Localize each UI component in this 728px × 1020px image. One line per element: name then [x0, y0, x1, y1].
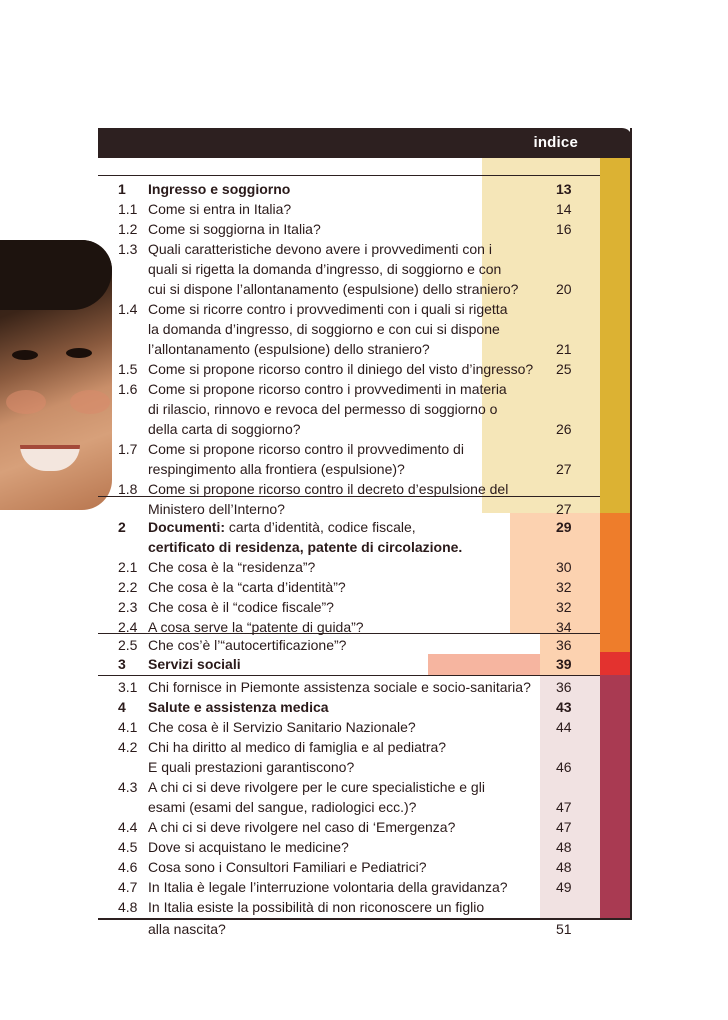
toc-entry[interactable] — [0, 419, 728, 439]
toc-entry-page-number: 26 — [556, 421, 572, 437]
toc-entry-page-number: 44 — [556, 719, 572, 735]
toc-entry-number: 1.4 — [118, 301, 138, 317]
toc-entry-title — [148, 517, 416, 537]
toc-entry-title-main: Chi fornisce in Piemonte assistenza sociale e socio-sanitaria? — [148, 679, 531, 695]
toc-entry-title-main: la domanda d’ingresso, di soggiorno e con cui si dispone — [148, 321, 500, 337]
toc-entry-title-main: quali si rigetta la domanda d’ingresso, di soggiorno e con — [148, 261, 502, 277]
toc-entry-title-main: Dove si acquistano le medicine? — [148, 839, 349, 855]
toc-entry-title — [148, 597, 334, 617]
toc-entry[interactable] — [0, 239, 728, 259]
toc-entry[interactable] — [0, 897, 728, 917]
toc-entry-title — [148, 577, 346, 597]
toc-entry-page-number: 21 — [556, 341, 572, 357]
toc-entry-title-main: Chi ha diritto al medico di famiglia e al pediatra? — [148, 739, 447, 755]
toc-entry[interactable] — [0, 877, 728, 897]
toc-entry-title — [148, 339, 430, 359]
toc-entry-page-number: 48 — [556, 839, 572, 855]
toc-entry-title-main: A cosa serve la “patente di guida”? — [148, 619, 364, 635]
toc-entry[interactable] — [0, 379, 728, 399]
toc-entry-title-subtitle: carta d’identità, codice fiscale, — [225, 519, 416, 535]
toc-section-heading[interactable] — [0, 537, 728, 557]
toc-entry-number: 2.3 — [118, 599, 138, 615]
toc-entry-title — [148, 259, 501, 279]
toc-entry-page-number: 34 — [556, 619, 572, 635]
toc-entry-page-number: 51 — [556, 921, 572, 937]
toc-entry[interactable] — [0, 219, 728, 239]
toc-section-heading[interactable] — [0, 654, 728, 674]
toc-entry-title — [148, 557, 315, 577]
index-title: indice — [533, 134, 578, 151]
toc-entry-title — [148, 897, 484, 917]
toc-entry-title — [148, 419, 301, 439]
toc-entry-title-main: Che cos’è l’“autocertificazione”? — [148, 637, 347, 653]
toc-entry-number: 1.1 — [118, 201, 138, 217]
toc-entry-number: 4.5 — [118, 839, 138, 855]
toc-entry-title — [148, 737, 446, 757]
toc-entry-page-number: 25 — [556, 361, 572, 377]
toc-entry-title — [148, 537, 462, 557]
toc-entry[interactable] — [0, 717, 728, 737]
toc-entry[interactable] — [0, 817, 728, 837]
toc-entry[interactable] — [0, 479, 728, 499]
toc-entry-number: 4 — [118, 699, 126, 715]
toc-entry[interactable] — [0, 617, 728, 637]
toc-entry-title-main: Documenti: — [148, 519, 225, 535]
toc-entry-title-main: Come si propone ricorso contro il diniego del visto d’ingresso? — [148, 361, 534, 377]
toc-entry-page-number: 29 — [556, 519, 572, 535]
toc-entry[interactable] — [0, 359, 728, 379]
toc-entry-title — [148, 179, 290, 199]
toc-entry-number: 4.2 — [118, 739, 138, 755]
toc-entry-title — [148, 857, 427, 877]
toc-entry[interactable] — [0, 399, 728, 419]
toc-entry[interactable] — [0, 459, 728, 479]
toc-entry[interactable] — [0, 919, 728, 939]
toc-entry[interactable] — [0, 299, 728, 319]
toc-entry-number: 1.2 — [118, 221, 138, 237]
toc-entry-title-main: In Italia è legale l’interruzione volontaria della gravidanza? — [148, 879, 508, 895]
toc-entry-page-number: 49 — [556, 879, 572, 895]
toc-entry-page-number: 48 — [556, 859, 572, 875]
toc-entry-title-main: l’allontanamento (espulsione) dello straniero? — [148, 341, 430, 357]
toc-entry-title-main: Come si propone ricorso contro il provvedimento di — [148, 441, 464, 457]
toc-entry-page-number: 36 — [556, 679, 572, 695]
toc-entry-title — [148, 299, 507, 319]
toc-entry-number: 2.1 — [118, 559, 138, 575]
toc-entry-title — [148, 359, 533, 379]
toc-entry-page-number: 16 — [556, 221, 572, 237]
toc-section-heading[interactable] — [0, 697, 728, 717]
toc-entry-page-number: 32 — [556, 579, 572, 595]
toc-entry-title — [148, 797, 416, 817]
toc-entry-title — [148, 837, 349, 857]
toc-entry-title-main: Quali caratteristiche devono avere i provvedimenti con i — [148, 241, 492, 257]
toc-entry-title — [148, 459, 405, 479]
toc-entry[interactable] — [0, 737, 728, 757]
toc-entry-title-main: alla nascita? — [148, 921, 226, 937]
toc-entry-page-number: 39 — [556, 656, 572, 672]
section-divider — [98, 175, 600, 176]
toc-entry-title — [148, 654, 241, 674]
toc-entry-title — [148, 677, 531, 697]
toc-entry-number: 1 — [118, 181, 126, 197]
toc-section-heading[interactable] — [0, 179, 728, 199]
toc-entry-number: 4.4 — [118, 819, 138, 835]
toc-entry-number: 4.7 — [118, 879, 138, 895]
toc-entry-number: 4.6 — [118, 859, 138, 875]
toc-entry-title — [148, 479, 508, 499]
toc-entry-page-number: 30 — [556, 559, 572, 575]
toc-entry-title — [148, 379, 507, 399]
toc-entry-title-main: Cosa sono i Consultori Familiari e Pediatrici? — [148, 859, 427, 875]
toc-entry-title-main: Ministero dell’Interno? — [148, 501, 285, 517]
toc-entry-title-main: di rilascio, rinnovo e revoca del permesso di soggiorno o — [148, 401, 498, 417]
toc-entry-number: 1.6 — [118, 381, 138, 397]
toc-entry-page-number: 32 — [556, 599, 572, 615]
toc-entry-title-main: Che cosa è la “residenza”? — [148, 559, 316, 575]
toc-section-heading[interactable] — [0, 517, 728, 537]
toc-entry[interactable] — [0, 757, 728, 777]
toc-entry-title — [148, 279, 518, 299]
toc-entry-page-number: 47 — [556, 819, 572, 835]
toc-entry-title — [148, 199, 291, 219]
toc-entry-title-main: Che cosa è il Servizio Sanitario Nazionale? — [148, 719, 416, 735]
toc-entry-number: 4.1 — [118, 719, 138, 735]
toc-entry-title-main: respingimento alla frontiera (espulsione)? — [148, 461, 405, 477]
toc-entry-title-main: esami (esami del sangue, radiologici ecc.)? — [148, 799, 417, 815]
toc-entry-title-main: Salute e assistenza medica — [148, 699, 329, 715]
toc-entry-title-main: cui si dispone l’allontanamento (espulsione) dello straniero? — [148, 281, 519, 297]
toc-entry-title — [148, 439, 464, 459]
section-divider — [98, 675, 600, 676]
toc-entry-title — [148, 697, 329, 717]
toc-entry-page-number: 20 — [556, 281, 572, 297]
toc-entry-title-main: E quali prestazioni garantiscono? — [148, 759, 355, 775]
toc-entry[interactable] — [0, 837, 728, 857]
toc-entry-title — [148, 635, 346, 655]
toc-entry-number: 3.1 — [118, 679, 138, 695]
toc-entry-number: 4.3 — [118, 779, 138, 795]
toc-entry-title — [148, 757, 354, 777]
toc-entry-number: 1.3 — [118, 241, 138, 257]
toc-entry[interactable] — [0, 777, 728, 797]
toc-entry-page-number: 43 — [556, 699, 572, 715]
toc-entry[interactable] — [0, 857, 728, 877]
toc-entry-title — [148, 239, 492, 259]
toc-entry-number: 3 — [118, 656, 126, 672]
toc-entry-number: 2.2 — [118, 579, 138, 595]
toc-entry[interactable] — [0, 319, 728, 339]
toc-entry[interactable] — [0, 797, 728, 817]
toc-entry-title-main: Che cosa è il “codice fiscale”? — [148, 599, 334, 615]
toc-entry-title — [148, 877, 508, 897]
toc-entry-title-main: In Italia esiste la possibilità di non riconoscere un figlio — [148, 899, 485, 915]
toc-entry-title — [148, 319, 500, 339]
toc-entry-number: 2 — [118, 519, 126, 535]
toc-entry[interactable] — [0, 279, 728, 299]
toc-entry[interactable] — [0, 439, 728, 459]
toc-entry[interactable] — [0, 597, 728, 617]
toc-entry-title-main: Servizi sociali — [148, 656, 241, 672]
index-header-bar — [98, 128, 632, 158]
toc-entry-title — [148, 817, 455, 837]
toc-entry-title-main: Come si soggiorna in Italia? — [148, 221, 321, 237]
toc-entry-number: 2.5 — [118, 637, 138, 653]
toc-entry-title — [148, 919, 226, 939]
toc-entry-title — [148, 499, 285, 519]
toc-entry-title — [148, 219, 321, 239]
toc-entry-title-main: certificato di residenza, patente di circolazione. — [148, 539, 463, 555]
toc-entry-title-main: A chi ci si deve rivolgere nel caso di ‘Emergenza? — [148, 819, 456, 835]
toc-entry-title-main: della carta di soggiorno? — [148, 421, 301, 437]
toc-entry-title — [148, 617, 364, 637]
toc-entry-page-number: 47 — [556, 799, 572, 815]
toc-entry[interactable] — [0, 577, 728, 597]
toc-entry[interactable] — [0, 635, 728, 655]
toc-entry-title — [148, 399, 497, 419]
toc-entry[interactable] — [0, 339, 728, 359]
toc-entry-number: 2.4 — [118, 619, 138, 635]
toc-entry-number: 1.7 — [118, 441, 138, 457]
toc-entry-title — [148, 777, 485, 797]
toc-entry-title-main: A chi ci si deve rivolgere per le cure specialistiche e gli — [148, 779, 485, 795]
toc-entry-title-main: Come si propone ricorso contro il decreto d’espulsione del — [148, 481, 509, 497]
toc-entry-title-main: Come si ricorre contro i provvedimenti con i quali si rigetta — [148, 301, 508, 317]
toc-entry-page-number: 14 — [556, 201, 572, 217]
toc-entry-number: 1.5 — [118, 361, 138, 377]
toc-entry-title-main: Come si entra in Italia? — [148, 201, 292, 217]
toc-entry[interactable] — [0, 677, 728, 697]
toc-entry-page-number: 46 — [556, 759, 572, 775]
toc-entry[interactable] — [0, 199, 728, 219]
toc-entry-number: 4.8 — [118, 899, 138, 915]
toc-entry-title-main: Ingresso e soggiorno — [148, 181, 291, 197]
toc-entry-title-main: Che cosa è la “carta d’identità”? — [148, 579, 346, 595]
toc-entry-page-number: 36 — [556, 637, 572, 653]
toc-entry-page-number: 27 — [556, 461, 572, 477]
toc-entry[interactable] — [0, 499, 728, 519]
toc-entry[interactable] — [0, 557, 728, 577]
toc-entry[interactable] — [0, 259, 728, 279]
toc-entry-title-main: Come si propone ricorso contro i provvedimenti in materia — [148, 381, 507, 397]
toc-entry-page-number: 13 — [556, 181, 572, 197]
toc-entry-title — [148, 717, 416, 737]
toc-entry-number: 1.8 — [118, 481, 138, 497]
toc-entry-page-number: 27 — [556, 501, 572, 517]
